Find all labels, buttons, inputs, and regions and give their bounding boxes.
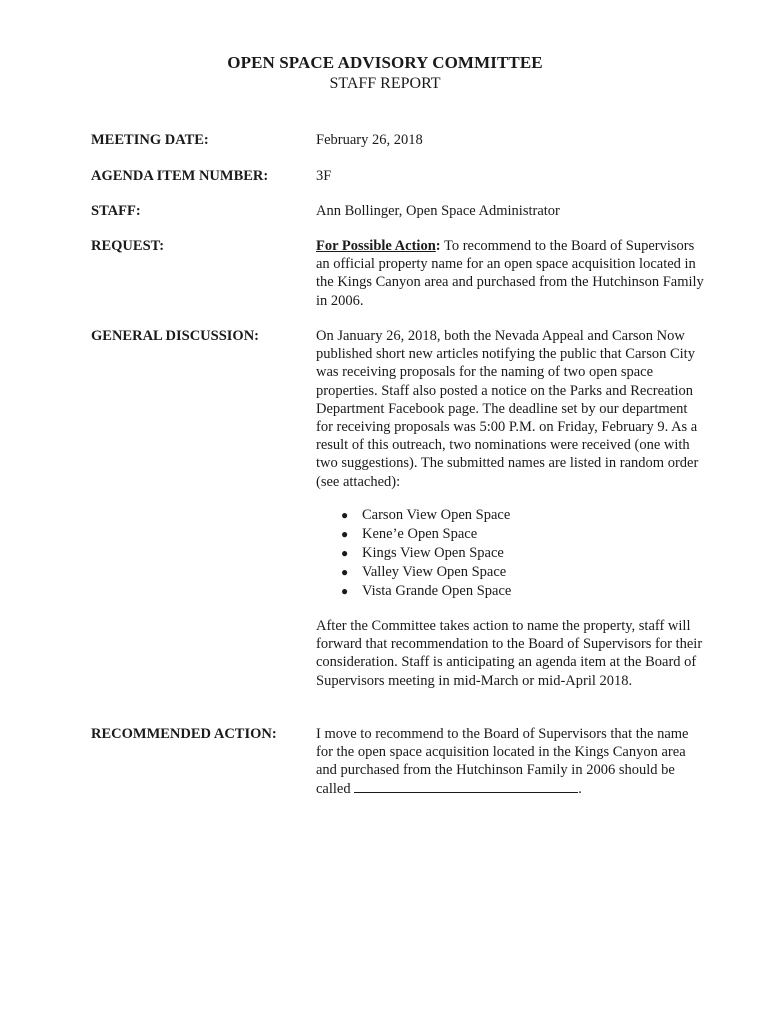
recommended-action-label: RECOMMENDED ACTION: <box>91 726 277 742</box>
request-lead-colon: : <box>435 238 441 254</box>
request-value <box>316 237 706 310</box>
agenda-item-value: 3F <box>316 168 332 184</box>
recommended-action-value <box>316 725 706 798</box>
proposed-names-list <box>316 506 706 601</box>
staff-value: Ann Bollinger, Open Space Administrator <box>316 203 560 219</box>
general-discussion-paragraph-1: On January 26, 2018, both the Nevada Appeal and Carson Now published short new articles notifying the public that Carson City was receiving proposals for the naming of two open space properties. Staff also posted a notice on the Parks and Recreation Department Facebook page. The deadline set by our department for receiving proposals was 5:00 P.M. on Friday, February 9. As a result of this outreach, two nominations were received (one with two suggestions). The submitted names are listed in random order (see attached): <box>316 328 699 490</box>
report-title: OPEN SPACE ADVISORY COMMITTEE <box>227 53 543 72</box>
list-item: ● Carson View Open Space <box>341 507 511 523</box>
bullet-icon: ● <box>341 546 349 560</box>
staff-label: STAFF: <box>91 203 141 219</box>
agenda-item-label: AGENDA ITEM NUMBER: <box>91 168 269 184</box>
request-label: REQUEST: <box>91 238 165 254</box>
list-item: ● Kene’e Open Space <box>341 526 478 542</box>
general-discussion-paragraph-2: After the Committee takes action to name the property, staff will forward that recommendation to the Board of Supervisors for their consideration. Staff is anticipating an agenda item at the Board of Supervisors meeting in mid-March or mid-April 2018. <box>316 618 703 689</box>
recommended-action-text: I move to recommend to the Board of Supervisors that the name for the open space acquisition located in the Kings Canyon area and purchased from the Hutchinson Family in 2006 should be called <box>316 726 689 797</box>
list-item: ● Valley View Open Space <box>341 564 507 580</box>
bullet-icon: ● <box>341 565 349 579</box>
meeting-date-value: February 26, 2018 <box>316 132 423 148</box>
bullet-icon: ● <box>341 584 349 598</box>
meeting-date-label: MEETING DATE: <box>91 132 209 148</box>
list-item: ● Kings View Open Space <box>341 545 504 561</box>
recommended-action-end: . <box>578 780 582 797</box>
request-lead: For Possible Action <box>316 238 436 254</box>
proposed-names-list-container <box>316 506 706 601</box>
request-text: To recommend to the Board of Supervisors an official property name for an open space acquisition located in the Kings Canyon area and purchased from the Hutchinson Family in 2006. <box>316 238 704 309</box>
report-subtitle: STAFF REPORT <box>329 75 441 92</box>
bullet-icon: ● <box>341 508 349 522</box>
bullet-icon: ● <box>341 527 349 541</box>
report-header <box>0 52 770 94</box>
list-item: ● Vista Grande Open Space <box>341 583 512 599</box>
general-discussion-label: GENERAL DISCUSSION: <box>91 328 260 344</box>
name-blank-line <box>354 780 578 793</box>
